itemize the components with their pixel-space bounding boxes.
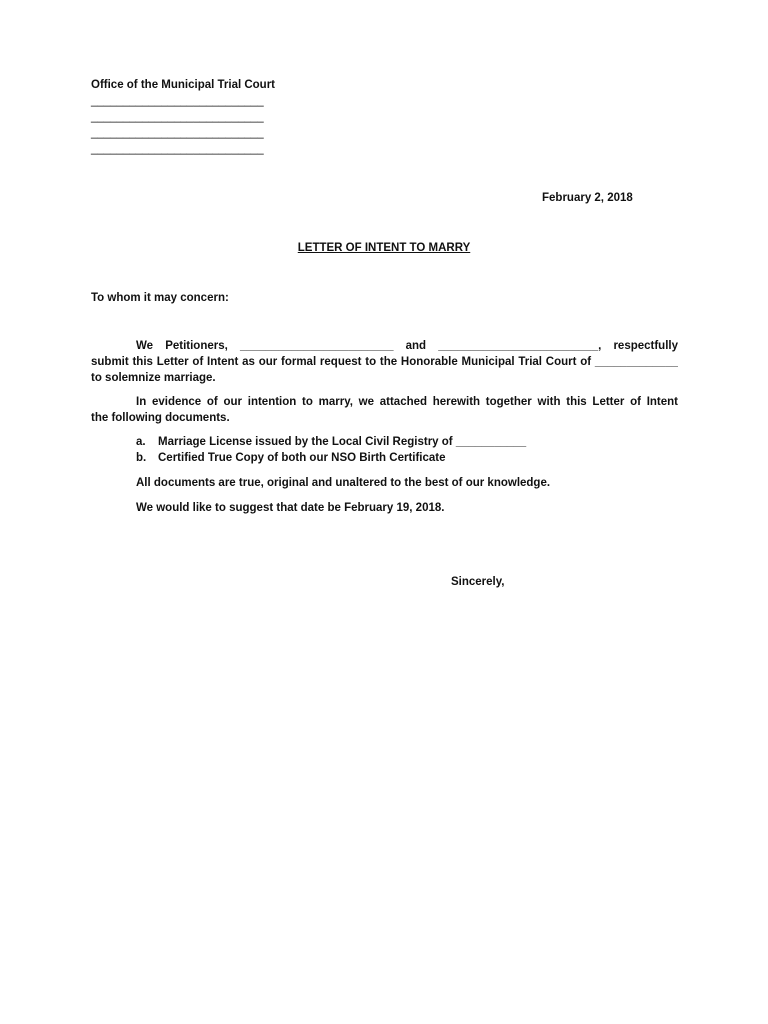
list-item-text: Marriage License issued by the Local Civil Registry of ___________ <box>158 436 527 448</box>
suggested-date: February 19, 2018 <box>344 502 442 514</box>
paragraph-line: submit this Letter of Intent as our formal request to the Honorable Municipal Trial Court of _____________ <box>91 356 678 368</box>
addressee-office: Office of the Municipal Trial Court <box>91 79 276 91</box>
closing: Sincerely, <box>451 576 505 588</box>
paragraph-suggested-date <box>136 500 444 516</box>
addressee-block <box>91 77 275 157</box>
documents-list <box>136 434 526 466</box>
paragraph-line: We Petitioners, ________________________ and _________________________, respectfully <box>136 340 678 352</box>
paragraph-line: the following documents. <box>91 412 230 424</box>
list-marker: a. <box>136 436 146 448</box>
letter-date: February 2, 2018 <box>542 192 633 204</box>
paragraph-line: In evidence of our intention to marry, we attached herewith together with this Letter of Intent <box>136 396 678 408</box>
paragraph-line: to solemnize marriage. <box>91 372 216 384</box>
list-item <box>136 434 526 450</box>
address-blank-line: ___________________________ <box>91 143 264 155</box>
list-marker: b. <box>136 452 147 464</box>
paragraph-evidence <box>91 394 678 426</box>
paragraph-petitioners <box>91 338 678 386</box>
salutation: To whom it may concern: <box>91 292 229 304</box>
list-item-text: Certified True Copy of both our NSO Birth Certificate <box>158 452 446 464</box>
list-item <box>136 450 526 466</box>
address-blank-line: ___________________________ <box>91 111 264 123</box>
address-blank-line: ___________________________ <box>91 127 264 139</box>
address-blank-line: ___________________________ <box>91 95 264 107</box>
suggested-date-suffix: . <box>441 502 445 514</box>
paragraph-authenticity: All documents are true, original and unaltered to the best of our knowledge. <box>136 477 551 489</box>
letter-title: LETTER OF INTENT TO MARRY <box>297 242 471 254</box>
suggested-date-prefix: We would like to suggest that date be <box>136 502 345 514</box>
